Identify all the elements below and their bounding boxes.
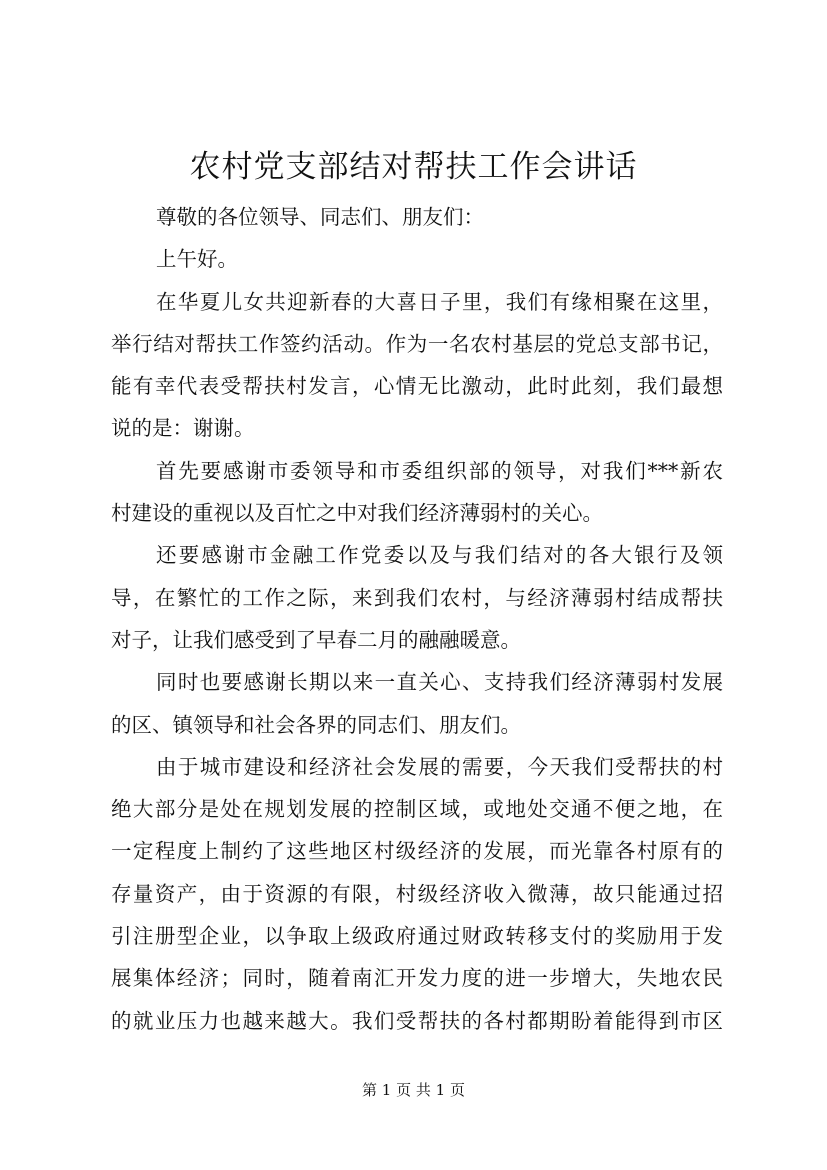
paragraph-line: 村建设的重视以及百忙之中对我们经济薄弱村的关心。 bbox=[111, 501, 603, 526]
paragraph-line: 的区、镇领导和社会各界的同志们、朋友们。 bbox=[111, 712, 521, 737]
paragraph-line: 引注册型企业，以争取上级政府通过财政转移支付的奖励用于发 bbox=[111, 924, 723, 949]
paragraph-line: 对子，让我们感受到了早春二月的融融暖意。 bbox=[111, 627, 521, 652]
paragraph-line: 在华夏儿女共迎新春的大喜日子里，我们有缘相聚在这里， bbox=[156, 289, 723, 314]
document-title: 农村党支部结对帮扶工作会讲话 bbox=[189, 149, 638, 185]
paragraph-line: 导，在繁忙的工作之际，来到我们农村，与经济薄弱村结成帮扶 bbox=[111, 585, 723, 610]
paragraph-line: 举行结对帮扶工作签约活动。作为一名农村基层的党总支部书记， bbox=[111, 331, 723, 356]
paragraph-line: 绝大部分是处在规划发展的控制区域，或地处交通不便之地，在 bbox=[111, 797, 723, 822]
paragraph-line: 说的是：谢谢。 bbox=[111, 416, 255, 441]
paragraph-line: 存量资产，由于资源的有限，村级经济收入微薄，故只能通过招 bbox=[111, 881, 723, 906]
paragraph-line: 能有幸代表受帮扶村发言，心情无比激动，此时此刻，我们最想 bbox=[111, 374, 723, 399]
paragraph-line: 一定程度上制约了这些地区村级经济的发展，而光靠各村原有的 bbox=[111, 839, 723, 864]
paragraph-line: 由于城市建设和经济社会发展的需要，今天我们受帮扶的村 bbox=[156, 754, 723, 779]
paragraph-line: 的就业压力也越来越大。我们受帮扶的各村都期盼着能得到市区 bbox=[111, 1008, 723, 1033]
paragraph-line: 同时也要感谢长期以来一直关心、支持我们经济薄弱村发展 bbox=[156, 670, 723, 695]
salutation-line: 尊敬的各位领导、同志们、朋友们： bbox=[156, 205, 484, 229]
document-body bbox=[111, 196, 723, 1042]
page-footer: 第 1 页 共 1 页 bbox=[362, 1081, 465, 1099]
paragraph-line: 还要感谢市金融工作党委以及与我们结对的各大银行及领 bbox=[156, 543, 723, 568]
paragraph-line: 首先要感谢市委领导和市委组织部的领导，对我们***新农 bbox=[156, 458, 723, 483]
paragraph-line: 展集体经济；同时，随着南汇开发力度的进一步增大，失地农民 bbox=[111, 966, 723, 991]
greeting-line: 上午好。 bbox=[156, 247, 238, 272]
